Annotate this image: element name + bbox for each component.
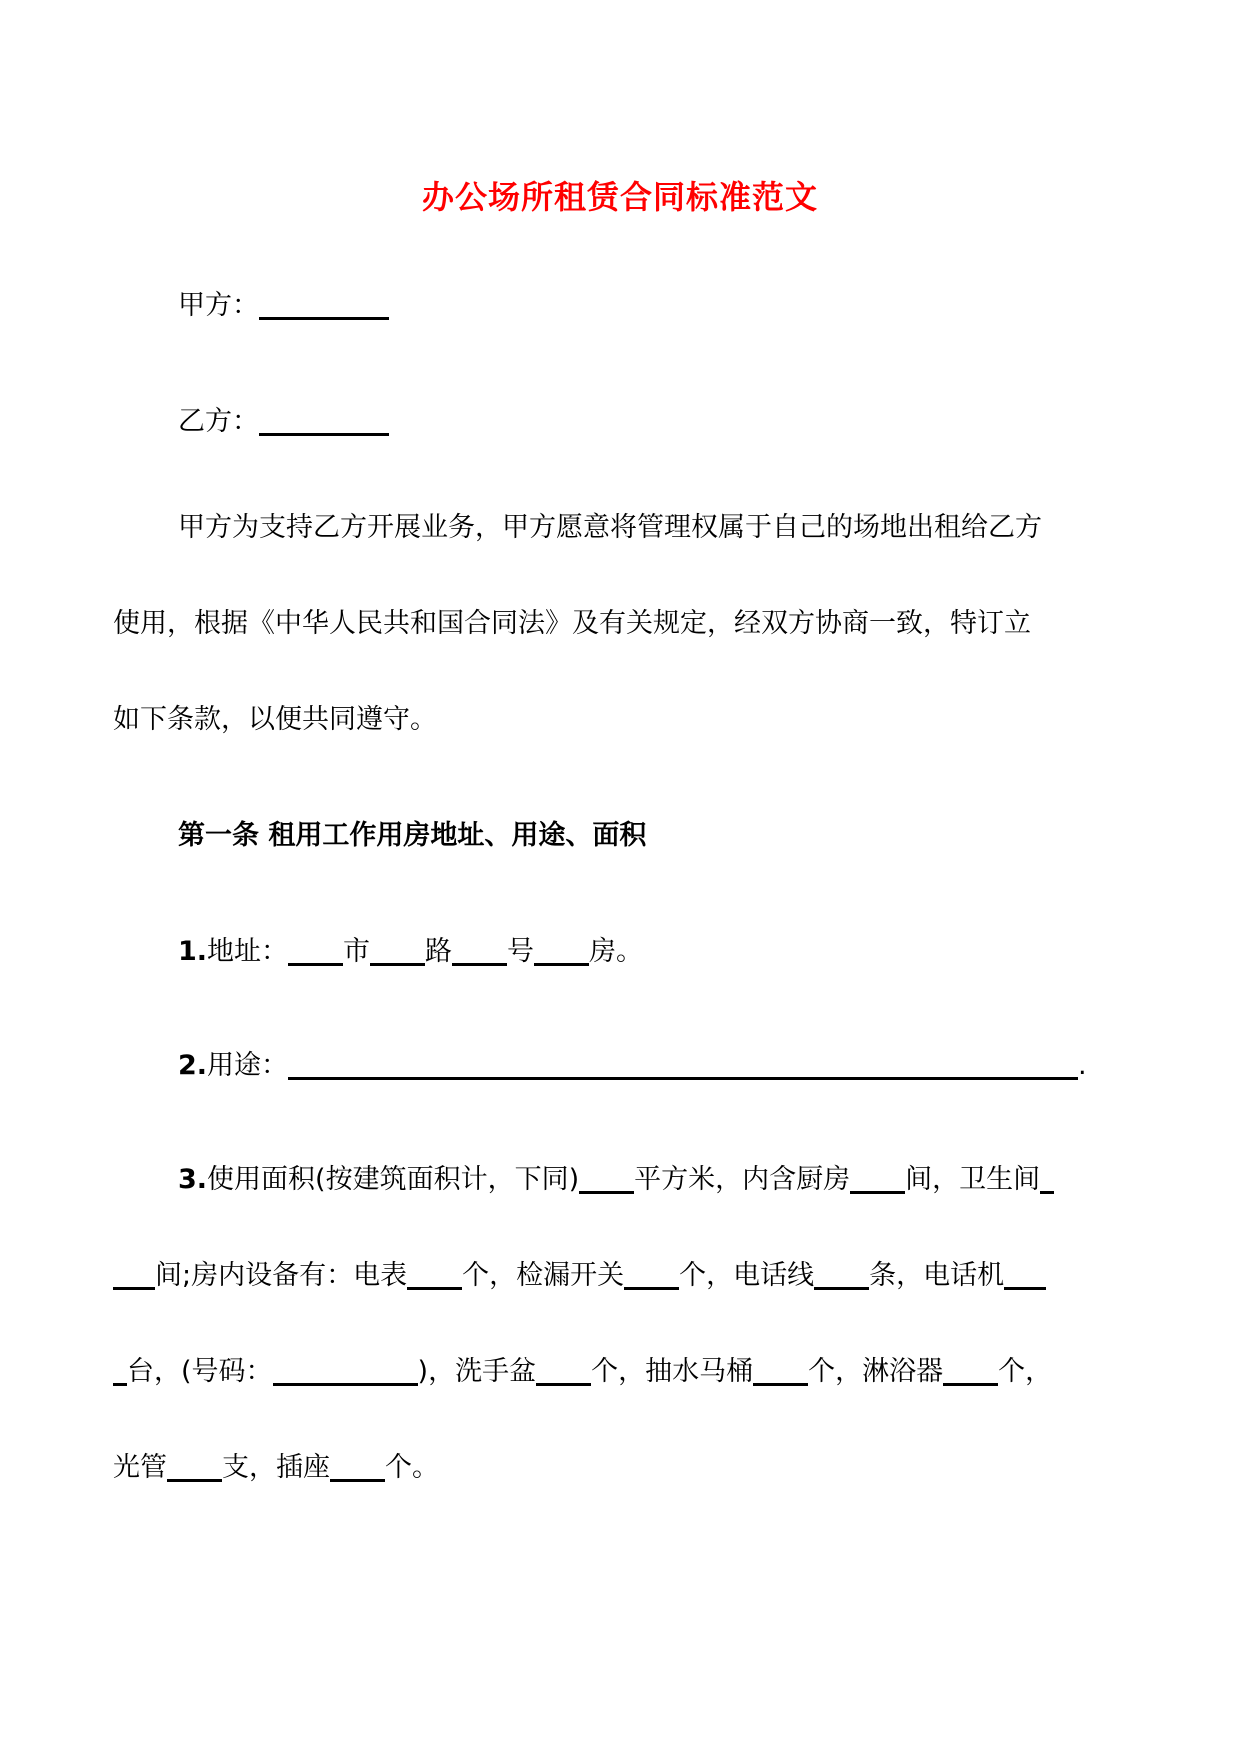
basin-label: )，洗手盆 (417, 1356, 537, 1387)
party-b-line (113, 402, 1198, 442)
meter-blank (407, 1261, 462, 1290)
meter-label: 间;房内设备有：电表 (155, 1260, 408, 1291)
item-1-number: 1. (178, 936, 208, 967)
city-text: 市 (343, 936, 371, 967)
item-3-line-2 (113, 1256, 1133, 1296)
socket-label: 支，插座 (222, 1452, 330, 1483)
item-2-number: 2. (178, 1050, 208, 1081)
bathroom-label: 间，卫生间 (905, 1164, 1041, 1195)
bathroom-blank-end (113, 1261, 155, 1290)
kitchen-label: 平方米，内含厨房 (634, 1164, 851, 1195)
kitchen-blank (850, 1165, 905, 1194)
party-b-label: 乙方： (178, 406, 259, 437)
item-1-label: 地址： (207, 936, 289, 967)
party-a-label: 甲方： (178, 290, 259, 321)
item-2-label: 用途： (207, 1050, 289, 1081)
number-blank (452, 937, 507, 966)
area-blank (579, 1165, 634, 1194)
phone-blank-end (113, 1357, 127, 1386)
phone-blank-start (1004, 1261, 1046, 1290)
item-2-purpose (113, 1046, 1198, 1086)
leak-switch-blank (624, 1261, 679, 1290)
intro-line-3: 如下条款，以便共同遵守。 (113, 704, 437, 735)
purpose-end: . (1078, 1050, 1087, 1081)
socket-unit: 个。 (385, 1452, 439, 1483)
item-3-number: 3. (178, 1164, 208, 1195)
road-blank (370, 937, 425, 966)
toilet-blank (753, 1357, 808, 1386)
shower-unit: 个， (998, 1356, 1053, 1387)
article-1-heading: 第一条 租用工作用房地址、用途、面积 (178, 820, 647, 851)
party-b-blank (259, 407, 389, 436)
tube-label: 光管 (113, 1452, 167, 1483)
area-label: 使用面积(按建筑面积计，下同) (207, 1164, 580, 1195)
purpose-blank (288, 1051, 1078, 1080)
party-a-blank (259, 291, 389, 320)
document-title: 办公场所租赁合同标准范文 (421, 178, 818, 216)
road-text: 路 (425, 936, 453, 967)
phone-line-label: 个，电话线 (679, 1260, 815, 1291)
intro-line-1: 甲方为支持乙方开展业务，甲方愿意将管理权属于自己的场地出租给乙方 (178, 512, 1042, 543)
item-1-address (113, 932, 1198, 972)
socket-blank (330, 1453, 385, 1482)
city-blank (288, 937, 343, 966)
bathroom-blank-start (1040, 1165, 1054, 1194)
item-3-line-3 (113, 1352, 1133, 1392)
shower-label: 个，淋浴器 (808, 1356, 944, 1387)
phone-number-label: 台，(号码： (127, 1356, 273, 1387)
phone-number-blank (273, 1357, 418, 1386)
phone-line-blank (814, 1261, 869, 1290)
room-text: 房。 (589, 936, 644, 967)
item-3-line-1 (113, 1160, 1198, 1200)
item-3-line-4 (113, 1448, 1133, 1488)
party-a-line (113, 286, 1198, 326)
leak-switch-label: 个，检漏开关 (462, 1260, 625, 1291)
number-text: 号 (507, 936, 535, 967)
room-blank (534, 937, 589, 966)
basin-blank (536, 1357, 591, 1386)
tube-blank (167, 1453, 222, 1482)
shower-blank (943, 1357, 998, 1386)
phone-label: 条，电话机 (869, 1260, 1005, 1291)
intro-line-2: 使用，根据《中华人民共和国合同法》及有关规定，经双方协商一致，特订立 (113, 608, 1031, 639)
toilet-label: 个，抽水马桶 (591, 1356, 754, 1387)
